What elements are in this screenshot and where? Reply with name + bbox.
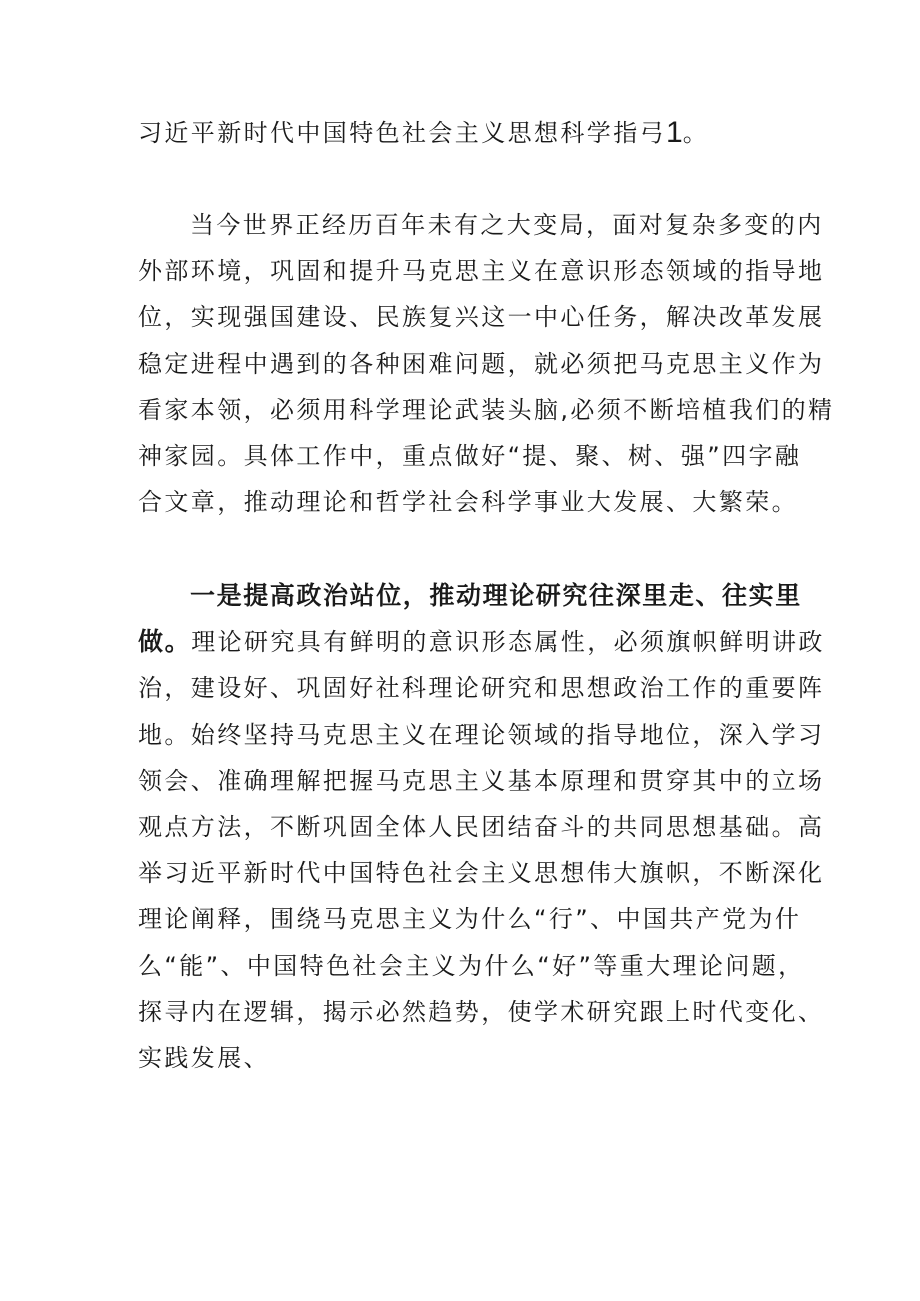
section-heading: 一是提高政治站位，推动理论研究往深里走、往实里	[190, 581, 802, 610]
paragraph-line: 理论阐释，围绕马克思主义为什么“行”、中国共产党为什	[138, 905, 802, 934]
top-line-text	[138, 110, 788, 156]
paragraph-line: 探寻内在逻辑，揭示必然趋势，使学术研究跟上时代变化、	[138, 997, 825, 1026]
paragraph-line: 观点方法，不断巩固全体人民团结奋斗的共同思想基础。高	[138, 813, 825, 842]
paragraph-line: 么“能”、中国特色社会主义为什么“好”等重大理论问题，	[138, 951, 805, 980]
paragraph-line: 地。始终坚持马克思主义在理论领域的指导地位，深入学习	[138, 720, 825, 749]
top-line-body: 习近平新时代中国特色社会主义思想科学指弓	[138, 119, 666, 147]
paragraph-line: 治，建设好、巩固好社科理论研究和思想政治工作的重要阵	[138, 674, 825, 703]
paragraph-2	[138, 573, 825, 1081]
paragraph-line-rest: 理论研究具有鲜明的意识形态属性，必须旗帜鲜明讲政	[191, 628, 825, 657]
top-line-end: 。	[682, 119, 710, 147]
paragraph-line	[138, 619, 825, 665]
footnote-number: 1	[666, 116, 683, 149]
paragraph-line: 外部环境，巩固和提升马克思主义在意识形态领域的指导地	[138, 257, 825, 286]
paragraph-line: 当今世界正经历百年未有之大变局，面对复杂多变的内	[190, 211, 824, 239]
paragraph-line: 看家本领，必须用科学理论武装头脑,必须不断培植我们的精	[138, 395, 835, 424]
paragraph-line: 领会、准确理解把握马克思主义基本原理和贯穿其中的立场	[138, 766, 825, 795]
paragraph-line: 举习近平新时代中国特色社会主义思想伟大旗帜，不断深化	[138, 859, 825, 888]
paragraph-line: 位，实现强国建设、民族复兴这一中心任务，解决改革发展	[138, 303, 825, 332]
section-heading-end: 做。	[138, 627, 192, 657]
paragraph-line: 稳定进程中遇到的各种困难问题，就必须把马克思主义作为	[138, 349, 825, 378]
paragraph-line: 合文章，推动理论和哲学社会科学事业大发展、大繁荣。	[138, 488, 798, 517]
paragraph-1	[138, 202, 835, 525]
paragraph-line: 神家园。具体工作中，重点做好“提、聚、树、强”四字融	[138, 442, 802, 471]
top-line	[138, 110, 788, 156]
paragraph-line: 实践发展、	[138, 1044, 270, 1073]
